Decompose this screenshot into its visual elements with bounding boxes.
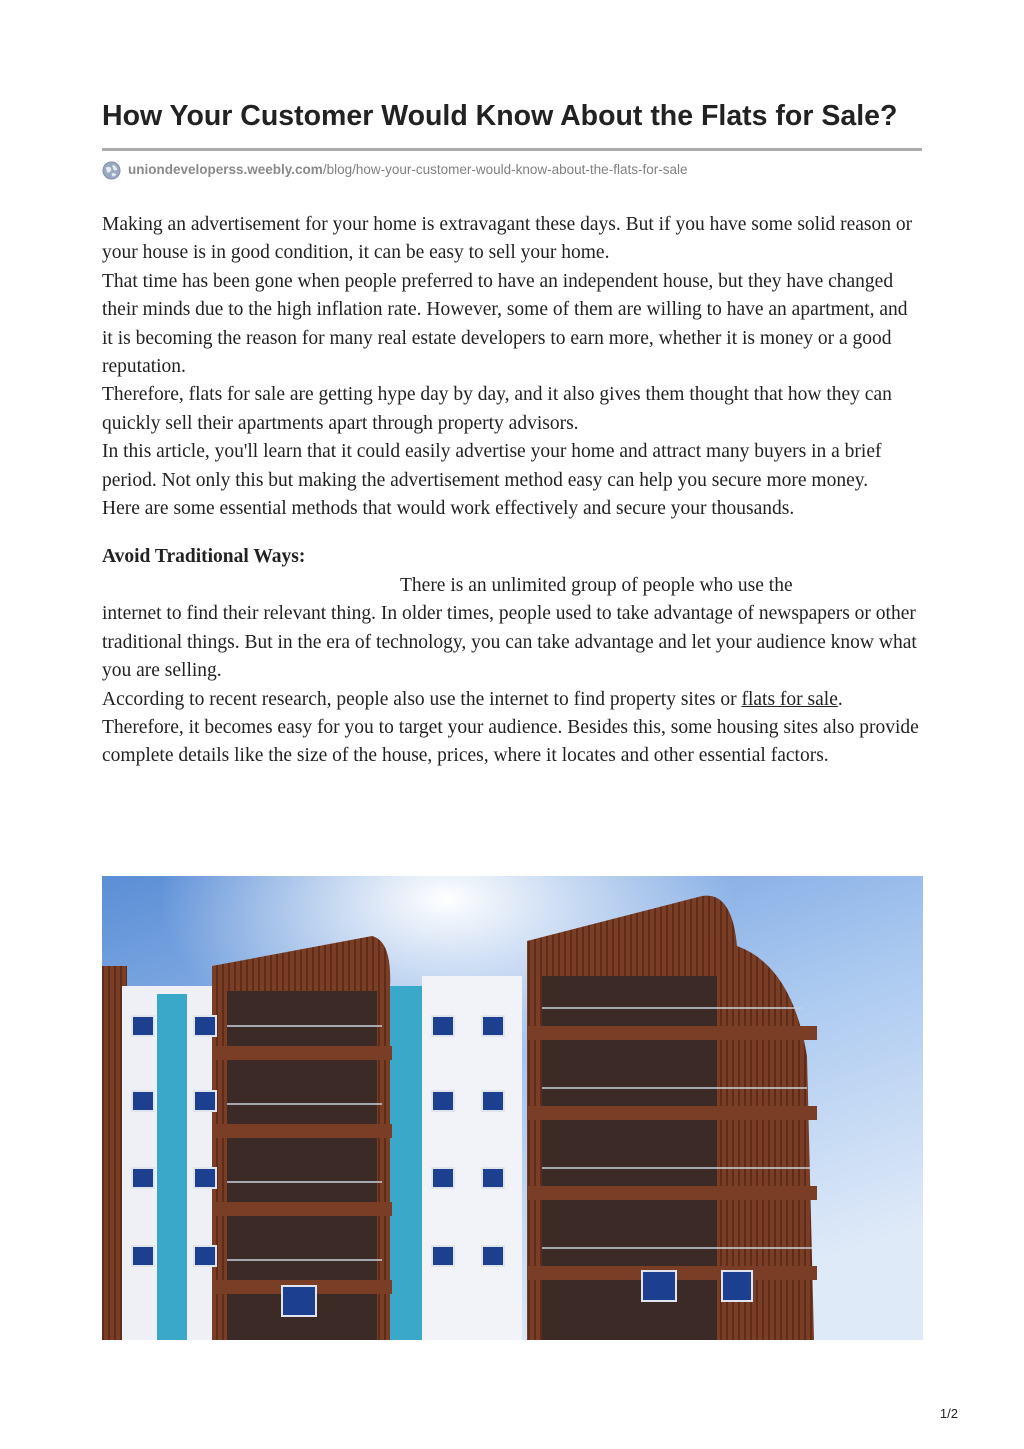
page-title: How Your Customer Would Know About the Flats for Sale? bbox=[102, 100, 898, 132]
paragraph: Therefore, flats for sale are getting hype day by day, and it also gives them thought that how they can quickly sell their apartments apart through property advisors. bbox=[102, 384, 892, 434]
paragraph: internet to find their relevant thing. In older times, people used to take advantage of newspapers or other traditional things. But in the era of technology, you can take advantage and let your audience know what you are selling. bbox=[102, 603, 917, 682]
paragraph: There is an unlimited group of people who use the bbox=[400, 574, 793, 596]
page-number: 1/2 bbox=[939, 1406, 958, 1421]
section-heading: Avoid Traditional Ways: bbox=[102, 546, 306, 568]
paragraph bbox=[102, 686, 922, 771]
article bbox=[102, 98, 922, 771]
paragraph: Here are some essential methods that would work effectively and secure your thousands. bbox=[102, 498, 795, 520]
flats-for-sale-link[interactable]: flats for sale bbox=[741, 688, 838, 710]
title-divider bbox=[102, 148, 922, 151]
apartment-illustration bbox=[102, 876, 923, 1340]
globe-icon bbox=[102, 161, 121, 180]
paragraph: That time has been gone when people preferred to have an independent house, but they have changed their minds due to the high inflation rate. However, some of them are willing to have an apartment, and it is becoming the reason for many real estate developers to earn more, whether it is money or a good reputation. bbox=[102, 270, 908, 378]
traditional-section bbox=[102, 572, 922, 771]
apartment-building-photo bbox=[102, 876, 923, 1340]
text-run: . Therefore, it becomes easy for you to target your audience. Besides this, some housing sites also provide complete details like the size of the house, prices, where it locates and other essential factors. bbox=[102, 688, 919, 767]
source-domain[interactable]: uniondeveloperss.weebly.com bbox=[128, 162, 323, 177]
source-path[interactable]: /blog/how-your-customer-would-know-about-the-flats-for-sale bbox=[322, 162, 688, 177]
intro-section bbox=[102, 211, 922, 523]
text-run: According to recent research, people also use the internet to find property sites or bbox=[102, 688, 742, 710]
source-url[interactable] bbox=[102, 160, 922, 180]
paragraph: Making an advertisement for your home is extravagant these days. But if you have some solid reason or your house is in good condition, it can be easy to sell your home. bbox=[102, 214, 913, 264]
paragraph: In this article, you'll learn that it could easily advertise your home and attract many buyers in a brief period. Not only this but making the advertisement method easy can help you secure more money. bbox=[102, 441, 882, 491]
